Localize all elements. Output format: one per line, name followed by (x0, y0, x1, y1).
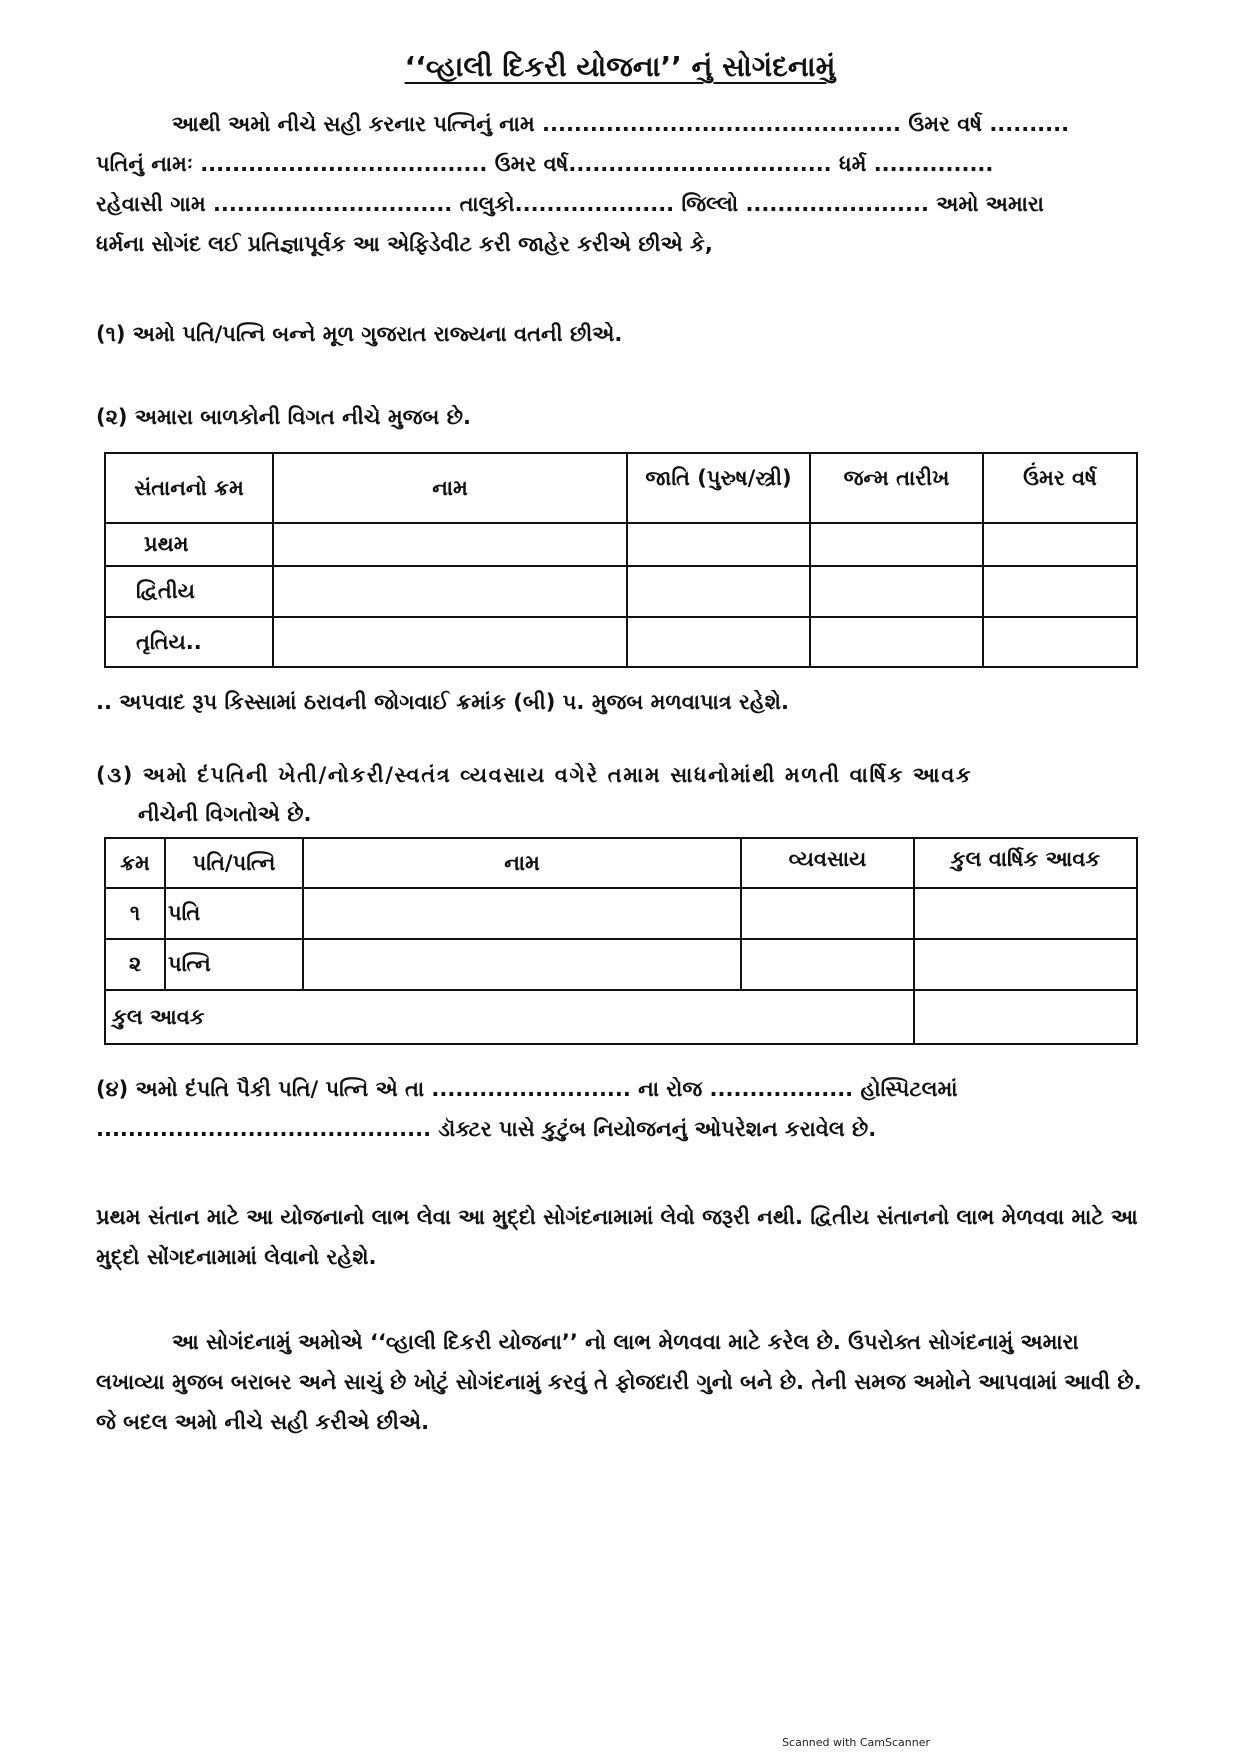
children-dob-cell[interactable] (810, 523, 983, 566)
point-4-line-1: (૪) અમો દંપતિ પૈકી પતિ/ પત્નિ એ તા ......................... ના રોજ .................. હોસ્પિટલમાં (96, 1077, 958, 1101)
children-row-label: તૃતિય.. (105, 617, 273, 667)
children-row-label: પ્રથમ (105, 523, 273, 566)
income-total-label: કુલ આવક (105, 990, 914, 1044)
income-name-cell[interactable] (303, 888, 741, 939)
income-name-cell[interactable] (303, 939, 741, 990)
income-col-occupation: વ્યવસાય (741, 838, 914, 888)
point-1: (૧) અમો પતિ/પત્નિ બન્ને મૂળ ગુજરાત રાજ્યના વતની છીએ. (96, 322, 623, 346)
income-row-who: પત્નિ (165, 939, 303, 990)
table-row (105, 939, 1137, 990)
children-row-label: દ્વિતીય (105, 566, 273, 617)
scanner-watermark: Scanned with CamScanner (782, 1736, 930, 1749)
intro-line-1: આથી અમો નીચે સહી કરનાર પત્નિનું નામ ............................................. ઉંમર વર્ષ .......... (172, 112, 1070, 136)
income-table (104, 837, 1138, 1045)
declaration-paragraph: આ સોગંદનામું અમોએ ‘‘વ્હાલી દિકરી યોજના’’ નો લાભ મેળવવા માટે કરેલ છે. ઉપરોક્ત સોગંદનામું અમારા લખાવ્યા મુજબ બરાબર અને સાચું છે ખોટું સોગંદનામું કરવું તે ફોજદારી ગુનો બને છે. તેની સમજ અમોને આપવામાં આવી છે. જે બદલ અમો નીચે સહી કરીએ છીએ. (96, 1330, 1142, 1434)
condition-paragraph: પ્રથમ સંતાન માટે આ યોજનાનો લાભ લેવા આ મુદ્દો સોગંદનામામાં લેવો જરૂરી નથી. દ્વિતીય સંતાનનો લાભ મેળવવા માટે આ મુદ્દો સોંગદનામામાં લેવાનો રહેશે. (96, 1205, 1138, 1269)
income-amount-cell[interactable] (914, 939, 1137, 990)
children-gender-cell[interactable] (627, 523, 810, 566)
income-occupation-cell[interactable] (741, 939, 914, 990)
document-title: ‘‘વ્હાલી દિકરી યોજના’’ નું સોગંદનામું (404, 50, 836, 83)
children-col-dob: જન્મ તારીખ (810, 453, 983, 523)
table-row (105, 617, 1137, 667)
point-3-line-1: (૩) અમો દંપતિની ખેતી/નોકરી/સ્વતંત્ર વ્યવસાય વગેરે તમામ સાધનોમાંથી મળતી વાર્ષિક આવક (96, 763, 973, 787)
income-occupation-cell[interactable] (741, 888, 914, 939)
income-col-name: નામ (303, 838, 741, 888)
exception-note: .. અપવાદ રૂપ કિસ્સામાં ઠરાવની જોગવાઈ ક્રમાંક (બી) ૫. મુજબ મળવાપાત્ર રહેશે. (96, 690, 789, 714)
children-col-order: સંતાનનો ક્રમ (105, 453, 273, 523)
income-col-num: ક્રમ (105, 838, 165, 888)
children-dob-cell[interactable] (810, 566, 983, 617)
children-age-cell[interactable] (983, 617, 1137, 667)
table-row (105, 888, 1137, 939)
point-3-line-2: નીચેની વિગતોએ છે. (138, 802, 312, 826)
table-row (105, 990, 1137, 1044)
children-col-gender: જાતિ (પુરુષ/સ્ત્રી) (627, 453, 810, 523)
children-table (104, 452, 1138, 668)
income-amount-cell[interactable] (914, 888, 1137, 939)
point-2: (૨) અમારા બાળકોની વિગત નીચે મુજબ છે. (96, 405, 471, 429)
children-gender-cell[interactable] (627, 566, 810, 617)
children-dob-cell[interactable] (810, 617, 983, 667)
intro-line-2: પતિનું નામઃ .................................... ઉંમર વર્ષ................................. ધર્મ ............... (96, 152, 994, 176)
income-row-num: ૧ (105, 888, 165, 939)
intro-line-3: રહેવાસી ગામ .............................. તાલુકો.................... જિલ્લો ....................... અમો અમારા (96, 192, 1044, 216)
income-table-header (105, 838, 1137, 888)
children-age-cell[interactable] (983, 566, 1137, 617)
children-gender-cell[interactable] (627, 617, 810, 667)
table-row (105, 566, 1137, 617)
table-row (105, 523, 1137, 566)
children-col-name: નામ (273, 453, 627, 523)
income-total-cell[interactable] (914, 990, 1137, 1044)
children-name-cell[interactable] (273, 566, 627, 617)
children-name-cell[interactable] (273, 617, 627, 667)
income-row-num: ૨ (105, 939, 165, 990)
income-row-who: પતિ (165, 888, 303, 939)
children-table-header (105, 453, 1137, 523)
children-age-cell[interactable] (983, 523, 1137, 566)
children-col-age: ઉંમર વર્ષ (983, 453, 1137, 523)
point-4-line-2: .......................................... ડૉક્ટર પાસે કુટુંબ નિયોજનનું ઓપરેશન કરાવેલ છે. (96, 1117, 877, 1141)
intro-line-4: ધર્મના સોગંદ લઈ પ્રતિજ્ઞાપૂર્વક આ એફિડેવીટ કરી જાહેર કરીએ છીએ કે, (96, 232, 713, 256)
income-col-spouse: પતિ/પત્નિ (165, 838, 303, 888)
children-name-cell[interactable] (273, 523, 627, 566)
income-col-annual: કુલ વાર્ષિક આવક (914, 838, 1137, 888)
